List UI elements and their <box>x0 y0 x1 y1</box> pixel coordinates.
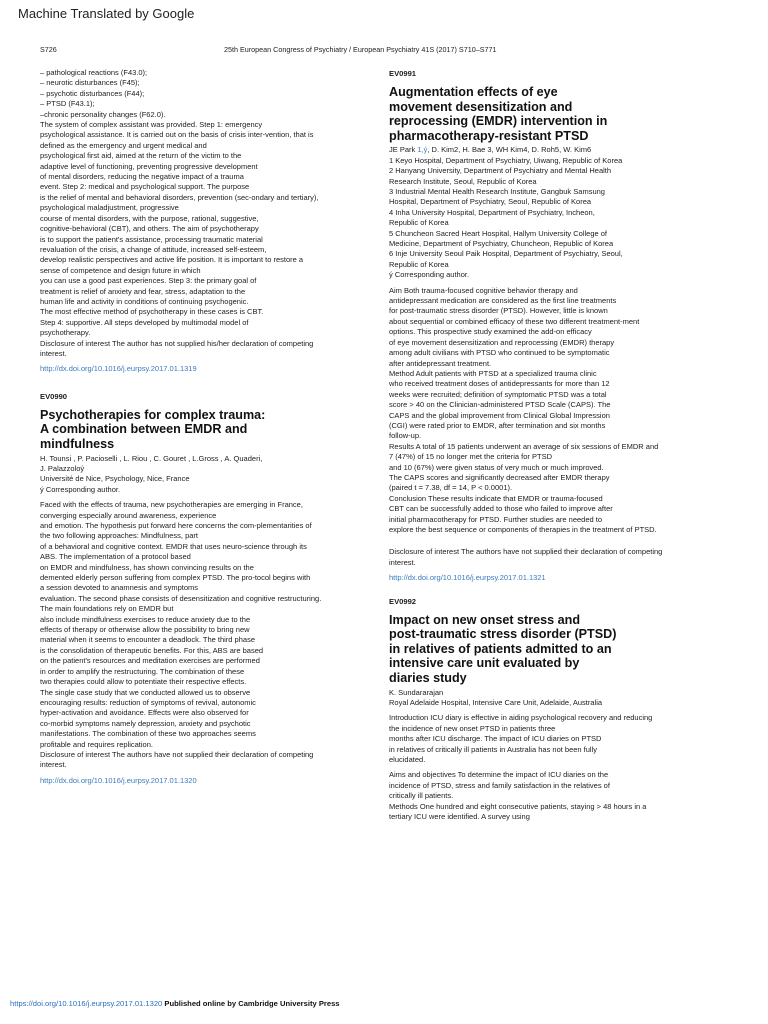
text-line: and 10 (67%) were given status of very much or much improved. <box>389 462 604 472</box>
text-line: is the relief of mental and behavioral disorders, prevention (sec-ondary and tertiary), <box>40 192 319 202</box>
text-line: converging especially around awareness, experience <box>40 510 217 520</box>
text-line: interest. <box>40 348 67 358</box>
corresponding-author-note: ý Corresponding author. <box>389 270 470 280</box>
text-line: of mental disorders, reducing the negative impact of a trauma <box>40 172 244 182</box>
title-line: reprocessing (EMDR) intervention in <box>389 114 608 129</box>
text-line: –chronic personality changes (F62.0). <box>40 109 166 119</box>
text-line: CAPS and the global improvement from Clinical Global Impression <box>389 410 610 420</box>
text-line: treatment is relief of anxiety and fear, stress, adaptation to the <box>40 286 246 296</box>
text-line: tertiary ICU were identified. A survey using <box>389 812 530 822</box>
abstract-code: EV0991 <box>389 69 417 78</box>
text-line: – PTSD (F43.1); <box>40 99 95 109</box>
text-line: 7 (47%) of 15 no longer met the criteria for PTSD <box>389 452 552 462</box>
text-line: interest. <box>40 760 67 770</box>
text-line: two therapies could allow to potentiate their respective effects. <box>40 677 247 687</box>
abstract-body <box>389 713 729 822</box>
text-line: months after ICU discharge. The impact of ICU diaries on PTSD <box>389 734 602 744</box>
text-line: Faced with the effects of trauma, new psychotherapies are emerging in France, <box>40 500 303 510</box>
page-number: S726 <box>40 45 57 54</box>
text-line: psychotherapy. <box>40 328 91 338</box>
author-list: H. Tounsi , P. Pacioselli , L. Riou , C. Gouret , L.Gross , A. Quaderi, <box>40 453 263 463</box>
text-line: Step 4: supportive. All steps developed by multimodal model of <box>40 317 249 327</box>
text-line: ABS. The implementation of a protocol based <box>40 552 191 562</box>
affiliation: Republic of Korea <box>389 218 449 228</box>
text-line: among adult civilians with PTSD who continued to be symptomatic <box>389 348 610 358</box>
text-line: The most effective method of psychotherapy in these cases is CBT. <box>40 307 264 317</box>
text-line: of eye movement desensitization and reprocessing (EMDR) therapy <box>389 337 615 347</box>
page-footer <box>0 997 768 1011</box>
text-line: elucidated. <box>389 755 426 765</box>
affiliation: 2 Hanyang University, Department of Psychiatry and Mental Health <box>389 166 612 176</box>
text-line: you can use a good past experiences. Step 3: the primary goal of <box>40 276 257 286</box>
text-line: after antidepressant treatment. <box>389 358 492 368</box>
author-text: , D. Kim2, H. Bae 3, WH Kim4, D. Roh5, W. Kim6 <box>427 145 592 155</box>
abstract-ev0992 <box>389 596 729 823</box>
author-text: JE Park <box>389 145 418 155</box>
doi-link[interactable]: http://dx.doi.org/10.1016/j.eurpsy.2017.01.1320 <box>40 775 197 785</box>
text-line: profitable and requires replication. <box>40 739 153 749</box>
running-header <box>0 44 768 56</box>
affiliation: 1 Keyo Hospital, Department of Psychiatry, Uiwang, Republic of Korea <box>389 155 623 165</box>
text-line: follow-up. <box>389 431 422 441</box>
text-line: the two following approaches: Mindfulness, part <box>40 531 199 541</box>
abstract-ev0990 <box>40 391 370 786</box>
affiliation: 6 Inje University Seoul Paik Hospital, Department of Psychiatry, Seoul, <box>389 249 623 259</box>
text-line: antidepressant medication are considered as the first line treatments <box>389 296 617 306</box>
title-line: in relatives of patients admitted to an <box>389 641 612 656</box>
doi-link[interactable]: http://dx.doi.org/10.1016/j.eurpsy.2017.01.1321 <box>389 573 546 583</box>
text-line: cognitive-behavioral (CBT), and others. The aim of psychotherapy <box>40 224 259 234</box>
text-line: human life and activity in conditions of continuing psychogenic. <box>40 296 249 306</box>
author-list <box>389 145 729 155</box>
abstract-title <box>40 408 370 452</box>
text-line: (CGI) were rated prior to EMDR, after termination and six months <box>389 420 606 430</box>
text-line: – neurotic disturbances (F45); <box>40 78 140 88</box>
text-line: CBT can be successfully added to those who failed to improve after <box>389 504 613 514</box>
text-line: who received treatment doses of antidepressants for more than 12 <box>389 379 610 389</box>
affiliation: 5 Chuncheon Sacred Heart Hospital, Hallym University College of <box>389 228 608 238</box>
text-line: on EMDR and mindfulness, has shown convincing results on the <box>40 562 254 572</box>
abstract-code: EV0990 <box>40 391 68 401</box>
text-line: co-morbid symptoms namely depression, anxiety and psychotic <box>40 718 251 728</box>
text-line: a session devoted to anamnesis and symptoms <box>40 583 199 593</box>
text-line: Methods One hundred and eight consecutive patients, staying > 48 hours in a <box>389 801 647 811</box>
affiliation: Research Institute, Seoul, Republic of Korea <box>389 176 537 186</box>
footer-doi-link[interactable]: https://doi.org/10.1016/j.eurpsy.2017.01.1320 <box>10 999 163 1008</box>
title-line: pharmacotherapy-resistant PTSD <box>389 128 589 143</box>
text-line: Disclosure of interest The author has not supplied his/her declaration of competing <box>40 338 314 348</box>
author-list: K. Sundararajan <box>389 687 444 697</box>
text-line: in order to amplify the restructuring. The combination of these <box>40 666 245 676</box>
text-line: The CAPS scores and significantly decreased after EMDR therapy <box>389 472 610 482</box>
text-line: event. Step 2: medical and psychological support. The purpose <box>40 182 250 192</box>
title-line: A combination between EMDR and <box>40 422 248 437</box>
text-line: Aim Both trauma-focused cognitive behavior therapy and <box>389 285 578 295</box>
text-line: course of mental disorders, with the purpose, rational, suggestive, <box>40 213 259 223</box>
title-line: movement desensitization and <box>389 99 573 114</box>
translation-banner: Machine Translated by Google <box>18 6 195 21</box>
text-line: about sequential or combined efficacy of these two different treatment-ment <box>389 316 640 326</box>
disclosure-of-interest: Disclosure of interest The authors have not supplied their declaration of competing <box>389 547 663 557</box>
text-line: – pathological reactions (F43.0); <box>40 68 148 77</box>
title-line: mindfulness <box>40 436 115 451</box>
text-line: encouraging results: reduction of symptoms of revival, autonomic <box>40 697 256 707</box>
affiliation: Republic of Korea <box>389 259 449 269</box>
abstract-body <box>40 500 370 771</box>
text-line: incidence of PTSD, stress and family satisfaction in the relatives of <box>389 780 610 790</box>
title-line: intensive care unit evaluated by <box>389 656 580 671</box>
text-line: is the consolidation of therapeutic benefits. For this, ABS are based <box>40 645 264 655</box>
affiliation: Université de Nice, Psychology, Nice, France <box>40 474 190 484</box>
text-line: Conclusion These results indicate that EMDR or trauma-focused <box>389 493 603 503</box>
text-line: sense of competence and design future in which <box>40 265 201 275</box>
text-line: and emotion. The hypothesis put forward here concerns the com-plementarities of <box>40 521 312 530</box>
author-affiliation-link[interactable]: 1,ý <box>417 145 428 155</box>
abstract-title <box>389 613 729 686</box>
title-line: diaries study <box>389 671 467 685</box>
text-line: weeks were recruited; definition of symptomatic PTSD was a total <box>389 389 607 399</box>
affiliation: Medicine, Department of Psychiatry, Chuncheon, Republic of Korea <box>389 239 614 249</box>
text-line: on the patient's resources and meditation exercises are performed <box>40 656 260 666</box>
text-line: of a behavioral and cognitive context. EMDR that uses neuro-science through its <box>40 541 307 551</box>
text-line: The system of complex assistant was provided. Step 1: emergency <box>40 120 263 130</box>
doi-link[interactable]: http://dx.doi.org/10.1016/j.eurpsy.2017.01.1319 <box>40 364 197 374</box>
text-line: manifestations. The combination of these two approaches seems <box>40 729 256 739</box>
abstract-ev0991 <box>389 68 729 584</box>
text-line: Method Adult patients with PTSD at a specialized trauma clinic <box>389 368 597 378</box>
text-line: demented elderly person suffering from complex PTSD. The pro-tocol begins with <box>40 573 311 583</box>
text-line: The main foundations rely on EMDR but <box>40 604 174 614</box>
title-line: Psychotherapies for complex trauma: <box>40 407 266 422</box>
affiliation: Hospital, Department of Psychiatry, Seoul, Republic of Korea <box>389 197 592 207</box>
affiliation: Royal Adelaide Hospital, Intensive Care Unit, Adelaide, Australia <box>389 698 603 707</box>
title-line: Augmentation effects of eye <box>389 85 558 99</box>
affiliation: 4 Inha University Hospital, Department of Psychiatry, Incheon, <box>389 207 595 217</box>
author-list: J. Palazzoloý <box>40 463 85 473</box>
text-line: initial pharmacotherapy for PTSD. Further studies are needed to <box>389 514 603 524</box>
affiliation: 3 Industrial Mental Health Research Institute, Gangbuk Samsung <box>389 187 605 196</box>
text-line: defined as the emergency and urgent medical and <box>40 140 207 150</box>
text-line: psychological maladjustment, progressive <box>40 203 179 213</box>
text-line: The single case study that we conducted allowed us to observe <box>40 687 251 697</box>
text-line: is to support the patient's assistance, processing traumatic material <box>40 234 263 244</box>
text-line: (paired t = 7.38, df = 14, P < 0.0001). <box>389 483 513 493</box>
title-line: Impact on new onset stress and <box>389 612 581 627</box>
abstract-code: EV0992 <box>389 596 417 606</box>
text-line: Results A total of 15 patients underwent an average of six sessions of EMDR and <box>389 441 659 451</box>
left-column <box>40 68 370 786</box>
disclosure-of-interest: interest. <box>389 557 416 567</box>
text-line: the incidence of new onset PTSD in patients three <box>389 723 556 733</box>
text-line: material when it seems to encounter a deadlock. The third phase <box>40 635 255 645</box>
abstract-title <box>389 85 729 143</box>
text-line: options. This prospective study examined the add-on efficacy <box>389 327 592 337</box>
text-line: critically ill patients. <box>389 791 454 801</box>
text-line: in relatives of critically ill patients in Australia has not been fully <box>389 744 598 754</box>
text-line: score > 40 on the Clinician-administered PTSD Scale (CAPS). The <box>389 400 611 410</box>
text-line: develop realistic perspectives and active life position. It is important to restore a <box>40 255 304 265</box>
text-line: psychological assistance. It is carried out on the basis of crisis inter-vention, that is <box>40 130 314 140</box>
title-line: post-traumatic stress disorder (PTSD) <box>389 627 617 642</box>
intro-abstract-continuation <box>40 68 370 359</box>
abstract-body <box>389 286 729 536</box>
text-line: evaluation. The second phase consists of desensitization and cognitive restructuring. <box>40 593 322 603</box>
corresponding-author-note: ý Corresponding author. <box>40 484 121 494</box>
text-line: Introduction ICU diary is effective in aiding psychological recovery and reducing <box>389 713 653 723</box>
journal-citation: 25th European Congress of Psychiatry / European Psychiatry 41S (2017) S710–S771 <box>224 45 497 54</box>
text-line: explore the best sequence or components of therapies in the treatment of PTSD. <box>389 525 657 534</box>
text-line: adaptive level of functioning, preventing progressive development <box>40 161 258 171</box>
text-line: Aims and objectives To determine the impact of ICU diaries on the <box>389 770 609 780</box>
text-line: effects of therapy or otherwise allow the possibility to bring new <box>40 625 250 635</box>
text-line: psychological first aid, aimed at the return of the victim to the <box>40 151 242 161</box>
text-line: revaluation of the crisis, a change of attitude, increased self-esteem, <box>40 244 267 254</box>
text-line: – psychotic disturbances (F44); <box>40 88 145 98</box>
footer-publisher-note: Published online by Cambridge University Press <box>162 999 340 1008</box>
text-line: Disclosure of interest The authors have not supplied their declaration of competing <box>40 749 314 759</box>
right-column <box>389 68 729 822</box>
text-line: also include mindfulness exercises to reduce anxiety due to the <box>40 614 251 624</box>
text-line: for post-traumatic stress disorder (PTSD). However, little is known <box>389 306 608 316</box>
text-line: hyper-activation and avoidance. Effects were also observed for <box>40 708 249 718</box>
